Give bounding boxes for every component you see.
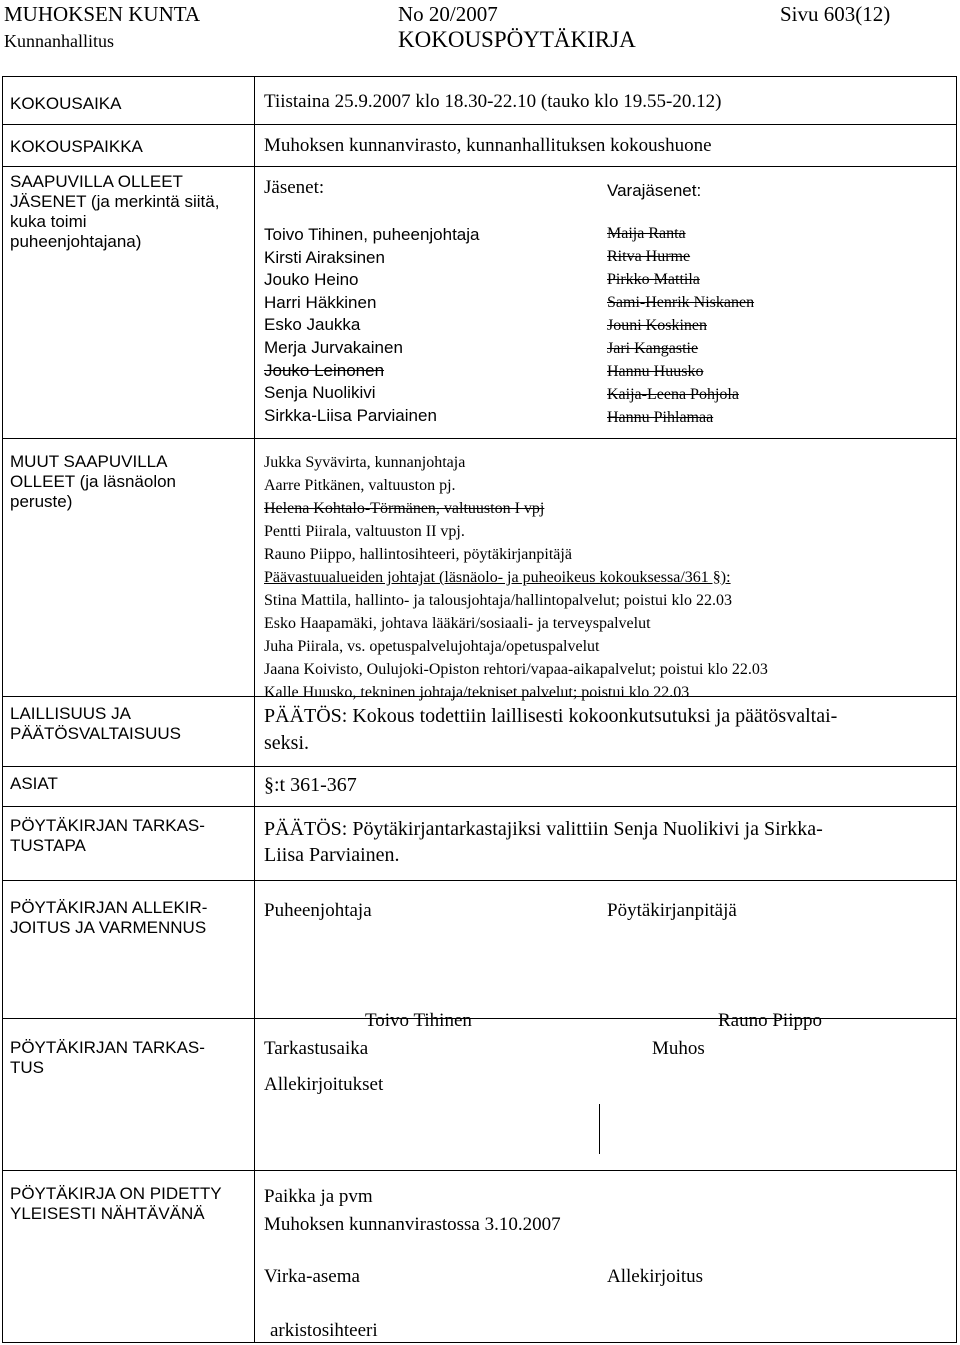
- other-attendee: Kalle Huusko, tekninen johtaja/tekniset palvelut; poistui klo 22.03: [264, 684, 690, 701]
- page-number: Sivu 603(12): [780, 2, 891, 26]
- member-name: Sirkka-Liisa Parviainen: [264, 405, 437, 425]
- review-method-label: PÖYTÄKIRJAN TARKAS- TUSTAPA: [10, 816, 205, 855]
- member-name-struck: Jouko Leinonen: [264, 360, 385, 380]
- other-attendee: Pentti Piirala, valtuuston II vpj.: [264, 523, 465, 540]
- deputy-name-struck: Pirkko Mattila: [607, 271, 700, 288]
- row-divider: [2, 166, 957, 167]
- row-divider: [2, 124, 957, 125]
- deputy-name-struck: Hannu Pihlamaa: [607, 409, 714, 426]
- chair-name: Toivo Tihinen: [365, 1010, 472, 1031]
- deputy-name-struck: Jouni Koskinen: [607, 317, 707, 334]
- deputy-name-struck: Ritva Hurme: [607, 248, 691, 265]
- deputy-name-struck: Kaija-Leena Pohjola: [607, 386, 739, 403]
- review-label: PÖYTÄKIRJAN TARKAS- TUS: [10, 1038, 205, 1077]
- matters-value: §:t 361-367: [264, 774, 357, 796]
- secretary-name: Rauno Piippo: [718, 1010, 822, 1031]
- deputy-name-struck: Maija Ranta: [607, 225, 686, 242]
- row-divider: [2, 806, 957, 807]
- public-label: PÖYTÄKIRJA ON PIDETTY YLEISESTI NÄHTÄVÄNÄ: [10, 1184, 222, 1223]
- others-section-label: MUUT SAAPUVILLA OLLEET (ja läsnäolon peruste): [10, 452, 177, 511]
- review-time-label: Tarkastusaika: [264, 1038, 369, 1059]
- row-divider: [2, 1170, 957, 1171]
- row-divider: [2, 880, 957, 881]
- legality-decision-line2: seksi.: [264, 732, 309, 754]
- document-type: KOKOUSPÖYTÄKIRJA: [398, 27, 636, 52]
- deputy-name-struck: Sami-Henrik Niskanen: [607, 294, 755, 311]
- other-attendee: Jaana Koivisto, Oulujoki-Opiston rehtori/vapaa-aikapalvelut; poistui klo 22.03: [264, 661, 768, 678]
- other-attendee: Rauno Piippo, hallintosihteeri, pöytäkirjanpitäjä: [264, 546, 572, 563]
- member-name: Senja Nuolikivi: [264, 383, 376, 403]
- document-number: No 20/2007: [398, 2, 498, 26]
- members-title: Jäsenet:: [264, 177, 325, 198]
- signatures-label: PÖYTÄKIRJAN ALLEKIR- JOITUS JA VARMENNUS: [10, 898, 208, 937]
- member-name: Kirsti Airaksinen: [264, 247, 385, 267]
- deputy-name-struck: Hannu Huusko: [607, 363, 704, 380]
- signature-divider: [599, 1104, 600, 1154]
- board-name: Kunnanhallitus: [4, 31, 114, 51]
- office-value: arkistosihteeri: [270, 1320, 378, 1341]
- members-section-label: SAAPUVILLA OLLEET JÄSENET (ja merkintä siitä, kuka toimi puheenjohtajana): [10, 172, 220, 251]
- legality-decision-line1: PÄÄTÖS: Kokous todettiin laillisesti kokoonkutsutuksi ja päätösvaltai-: [264, 705, 838, 727]
- municipality-name: MUHOKSEN KUNTA: [4, 2, 201, 26]
- place-date-label: Paikka ja pvm: [264, 1186, 373, 1207]
- other-attendee: Stina Mattila, hallinto- ja talousjohtaja/hallintopalvelut; poistui klo 22.03: [264, 592, 732, 609]
- other-attendee-struck: Helena Kohtalo-Törmänen, valtuuston I vpj: [264, 500, 545, 517]
- frame-bottom-line: [2, 1342, 957, 1343]
- meeting-time-label: KOKOUSAIKA: [10, 94, 122, 113]
- member-name: Harri Häkkinen: [264, 292, 377, 312]
- member-name: Esko Jaukka: [264, 315, 361, 335]
- legality-label: LAILLISUUS JA PÄÄTÖSVALTAISUUS: [10, 704, 181, 743]
- deputy-name-struck: Jari Kangastie: [607, 340, 699, 357]
- secretary-title: Pöytäkirjanpitäjä: [607, 900, 737, 921]
- signature-label: Allekirjoitus: [607, 1266, 704, 1287]
- member-name: Jouko Heino: [264, 270, 359, 290]
- other-attendee: Esko Haapamäki, johtava lääkäri/sosiaali- ja terveyspalvelut: [264, 615, 651, 632]
- other-attendee: Aarre Pitkänen, valtuuston pj.: [264, 477, 456, 494]
- member-name: Toivo Tihinen, puheenjohtaja: [264, 225, 480, 244]
- meeting-time-value: Tiistaina 25.9.2007 klo 18.30-22.10 (tauko klo 19.55-20.12): [264, 91, 722, 112]
- office-label: Virka-asema: [264, 1266, 360, 1287]
- meeting-place-value: Muhoksen kunnanvirasto, kunnanhallituksen kokoushuone: [264, 135, 712, 156]
- frame-top-line: [2, 76, 957, 77]
- deputies-title: Varajäsenet:: [607, 181, 702, 200]
- review-method-decision-line2: Liisa Parviainen.: [264, 844, 400, 866]
- directors-heading: Päävastuualueiden johtajat (läsnäolo- ja puheoikeus kokouksessa/361 §):: [264, 569, 731, 586]
- frame-left-line: [2, 76, 3, 1342]
- matters-label: ASIAT: [10, 774, 58, 793]
- review-signatures-label: Allekirjoitukset: [264, 1074, 384, 1095]
- deputies-list: [607, 222, 754, 429]
- meeting-place-label: KOKOUSPAIKKA: [10, 137, 143, 156]
- other-attendee: Jukka Syvävirta, kunnanjohtaja: [264, 454, 466, 471]
- review-method-decision-line1: PÄÄTÖS: Pöytäkirjantarkastajiksi valittiin Senja Nuolikivi ja Sirkka-: [264, 818, 823, 840]
- member-name: Merja Jurvakainen: [264, 337, 403, 357]
- frame-right-line: [956, 76, 957, 1342]
- place-date-value: Muhoksen kunnanvirastossa 3.10.2007: [264, 1214, 561, 1235]
- chair-title: Puheenjohtaja: [264, 900, 372, 921]
- row-divider: [2, 766, 957, 767]
- members-list: [264, 224, 480, 427]
- other-attendee: Juha Piirala, vs. opetuspalvelujohtaja/opetuspalvelut: [264, 638, 600, 655]
- row-divider: [2, 438, 957, 439]
- column-divider: [254, 76, 255, 1342]
- review-place: Muhos: [652, 1038, 705, 1059]
- others-list: [264, 451, 954, 704]
